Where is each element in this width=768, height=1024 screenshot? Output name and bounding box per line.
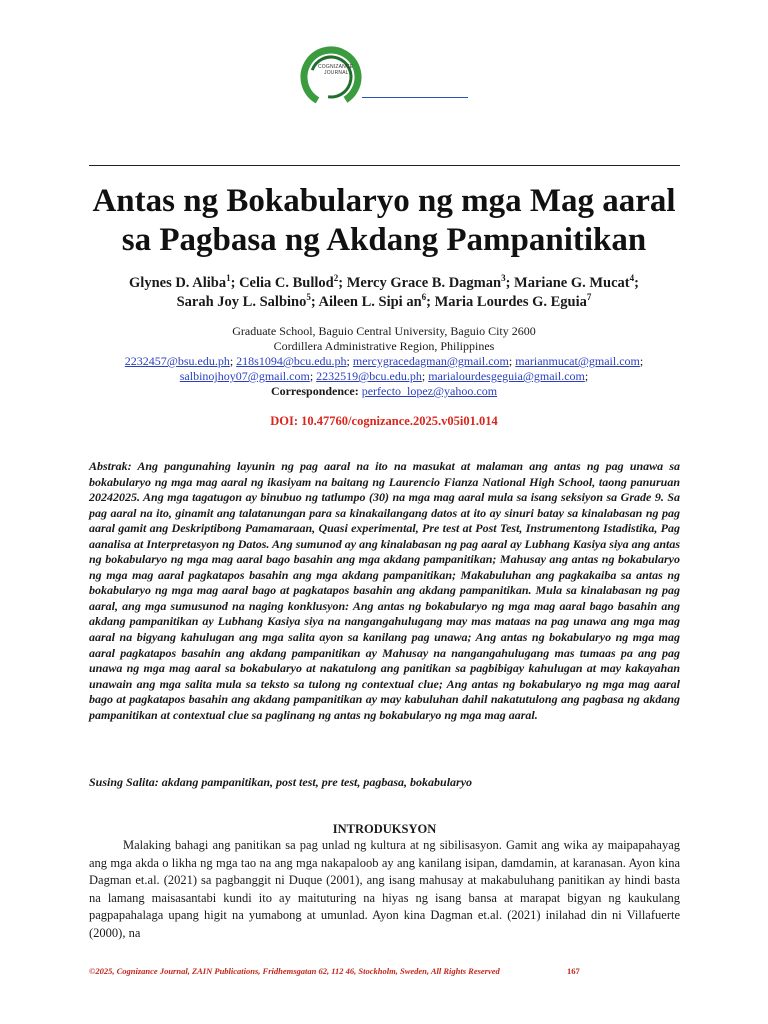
- email-link[interactable]: 2232457@bsu.edu.ph: [124, 354, 230, 368]
- author-name: Mariane G. Mucat: [514, 275, 630, 291]
- author-name: Glynes D. Aliba: [129, 275, 227, 291]
- email-separator: ;: [346, 354, 353, 368]
- logo-text-line2: JOURNAL: [324, 70, 349, 76]
- email-separator: ;: [584, 369, 589, 383]
- section-title-introduction: INTRODUKSYON: [332, 822, 437, 836]
- author-separator: ;: [634, 275, 639, 291]
- email-list-line2: [60, 369, 708, 384]
- correspondence: [60, 384, 708, 399]
- page-number: 167: [567, 966, 580, 976]
- logo-text-line1: COGNIZANCE: [318, 64, 354, 70]
- author-name: Celia C. Bullod: [239, 275, 334, 291]
- author-name: Mercy Grace B. Dagman: [346, 275, 502, 291]
- affiliation-block: [60, 324, 708, 399]
- email-separator: ;: [309, 369, 317, 383]
- footer-copyright: ©2025, Cognizance Journal, ZAIN Publications, Fridhemsgatan 62, 112 46, Stockholm, Sweden, All Rights Reserved: [89, 966, 500, 976]
- author-affiliation-mark: 6: [421, 292, 427, 303]
- author-name: Aileen L. Sipi an: [318, 294, 422, 310]
- email-separator: ;: [508, 354, 516, 368]
- email-link[interactable]: salbinojhoy07@gmail.com: [179, 369, 310, 383]
- logo-ring-outer: [300, 46, 362, 108]
- author-line1: [60, 274, 708, 293]
- email-separator: ;: [421, 369, 429, 383]
- journal-logo: [300, 46, 362, 108]
- paper-title: [40, 182, 728, 260]
- author-separator: ;: [310, 294, 319, 310]
- keywords: Susing Salita: akdang pampanitikan, post test, pre test, pagbasa, bokabularyo: [89, 775, 473, 789]
- title-line2: sa Pagbasa ng Akdang Pampanitikan: [121, 222, 647, 258]
- email-link[interactable]: 2232519@bcu.edu.ph: [316, 369, 422, 383]
- correspondence-email-link[interactable]: perfecto_lopez@yahoo.com: [361, 384, 498, 398]
- email-link[interactable]: mercygracedagman@gmail.com: [352, 354, 509, 368]
- author-name: Sarah Joy L. Salbino: [176, 294, 307, 310]
- affiliation-line1: Graduate School, Baguio Central University, Baguio City 2600: [232, 324, 536, 338]
- author-list: [60, 274, 708, 312]
- title-line1: Antas ng Bokabularyo ng mga Mag aaral: [92, 183, 676, 219]
- author-affiliation-mark: 2: [333, 273, 339, 284]
- author-line2: [60, 293, 708, 312]
- author-separator: ;: [426, 294, 435, 310]
- email-separator: ;: [229, 354, 237, 368]
- logo-text: [318, 64, 362, 76]
- intro-paragraph: Malaking bahagi ang panitikan sa pag unlad ng kultura at ng sibilisasyon. Gamit ang wika ay maipapahayag ang mga akda o likha ng mga tao na ang mga nakapaloob ay ang kanilang isipan, damdamin, at karanasan. Ayon kina Dagman et.al. (2021) sa pagbanggit ni Duque (2001), ang isang mahusay at makabuluhang panitikan ay hindi basta na lamang maisasantabi kundi ito ay maituturing na hiyas ng isang bansa at marapat bigyan ng kaukulang pagpapahalaga upang higit na yumabong at umunlad. Ayon kina Dagman et.al. (2021) inilahad din ni Villafuerte (2000), na: [89, 838, 680, 940]
- author-affiliation-mark: 4: [629, 273, 635, 284]
- logo-link-underline[interactable]: [362, 97, 468, 98]
- email-separator: ;: [639, 354, 644, 368]
- author-affiliation-mark: 7: [586, 292, 592, 303]
- email-link[interactable]: marianmucat@gmail.com: [515, 354, 640, 368]
- author-separator: ;: [505, 275, 515, 291]
- affiliation-line2: Cordillera Administrative Region, Philippines: [273, 339, 495, 353]
- author-affiliation-mark: 5: [306, 292, 311, 303]
- author-separator: ;: [230, 275, 240, 291]
- author-separator: ;: [338, 275, 347, 291]
- author-affiliation-mark: 1: [226, 273, 231, 284]
- email-list-line1: [60, 354, 708, 369]
- email-link[interactable]: 218s1094@bcu.edu.ph: [236, 354, 347, 368]
- doi[interactable]: DOI: 10.47760/cognizance.2025.v05i01.014: [270, 414, 498, 428]
- header-rule: [89, 165, 680, 166]
- abstract: Abstrak: Ang pangunahing layunin ng pag aaral na ito na masukat at malaman ang antas ng pag unawa sa bokabularyo ng mga mag aaral ng ikasiyam na baitang ng Laurencio Fianza National High School, taong panuruan 20242025. Ang mga tagatugon ay binubuo ng tatlumpo (30) na mga mag aaral mula sa isang seksiyon sa Grade 9. Sa pag aaral na ito, ginamit ang talatanungan para sa kinakailangang datos at ito ay sinuri batay sa kinalabasan ng pag aaral gamit ang Deskriptibong Pamamaraan, Quasi experimental, Pre test at Post Test, Instrumentong Istadistika, Pag aanalisa at Interpretasyon ng Datos. Ang sumunod ay ang kinalabasan ng pag aaral ay Lubhang Kasiya siya ang antas ng bokabularyo ng mga mag aaral bago basahin ang mga akdang pampanitikan; Mahusay ang antas ng bokabularyo ng mga mag aaral pagkatapos basahin ang mga akdang pampanitikan; Makabuluhan ang pagkakaiba sa antas ng bokabularyo ng mga mag aaral bago at pagkatapos basahin ang akdang pampanitikan. Mula sa kinalabasan ng pag aaral, ang mga sumusunod na naging konklusyon: Ang antas ng bokabularyo ng mga mag aaral bago basahin ang akdang pampanitikan ay Lubhang Kasiya siya na nangangahulugang may mas mataas na pag unawa ang mga mag aaral na bigyang kahulugan ang mga salita ayon sa kanilang pag unawa; Ang antas ng bokabularyo ng mga mag aaral pagkatapos basahin ang akdang pampanitikan ay Mahusay na nangangahulugang mas tumaas pa ang pag unawa ng mga mag aaral sa bokabularyo at nakatulong ang panitikan sa pagbibigay kahulugan at may kakayahan unawain ang mga salita mula sa teksto sa tulong ng contextual clue; Ang antas ng bokabularyo ng mga mag aaral bago at pagkatapos basahin ang akdang pampanitikan ay may kabuluhan dahil nakatutulong ang pagbasa ng akdang pampanitikan at contextual clue sa paglinang ng antas ng bokabularyo ng mga mag aaral.: [89, 459, 680, 722]
- author-name: Maria Lourdes G. Eguia: [434, 294, 587, 310]
- footer: [89, 966, 680, 976]
- email-link[interactable]: marialourdesgeguia@gmail.com: [428, 369, 585, 383]
- correspondence-label: Correspondence:: [270, 384, 359, 398]
- author-affiliation-mark: 3: [501, 273, 506, 284]
